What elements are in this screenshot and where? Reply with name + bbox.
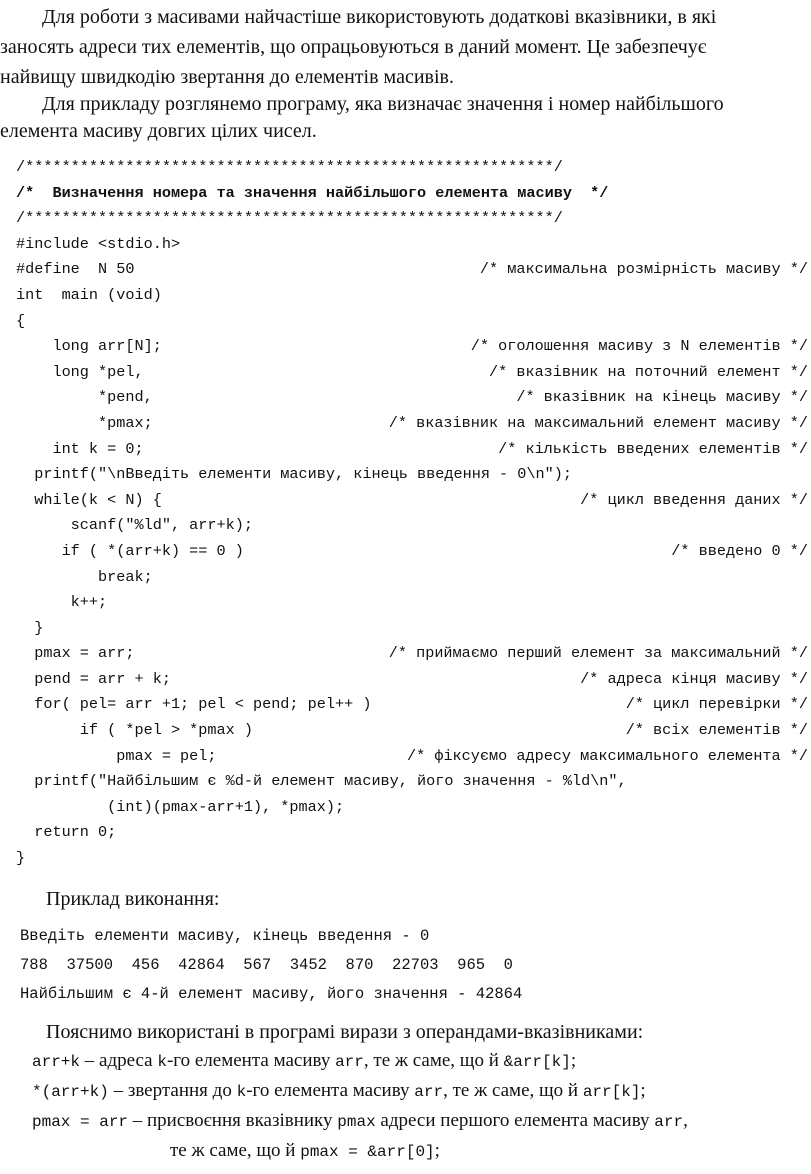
output-line-3: Найбільшим є 4-й елемент масиву, його значення - 42864	[20, 985, 523, 1003]
intro-paragraph-1-line-2: заносять адреси тих елементів, що опрацьовуються в даний момент. Це забезпечує	[0, 36, 707, 58]
expr-text: ,	[683, 1110, 688, 1131]
expr-code: *(arr+k)	[32, 1083, 109, 1101]
expr-text: – звертання до	[108, 1080, 237, 1101]
code-text: k++;	[16, 593, 108, 612]
expr-text: -го елемента масиву	[246, 1080, 415, 1101]
code-line	[16, 565, 808, 591]
code-comment: /* адреса кінця масиву */	[580, 669, 808, 688]
intro-paragraph-1-line-1	[0, 2, 808, 32]
code-text: if ( *pel > *pmax )	[16, 721, 253, 740]
code-text: *pmax;	[16, 413, 153, 432]
code-text: for( pel= arr +1; pel < pend; pel++ )	[16, 695, 372, 714]
code-line	[16, 206, 808, 232]
code-line	[16, 360, 808, 386]
expr-code: pmax = &arr[0]	[300, 1143, 435, 1161]
code-text: printf("\nВведіть елементи масиву, кінець введення - 0\n");	[16, 465, 572, 484]
code-line	[16, 513, 808, 539]
code-text: }	[16, 849, 26, 868]
code-comment: /* цикл введення даних */	[580, 490, 808, 509]
code-text: /* Визначення номера та значення найбільшого елемента масиву */	[16, 183, 609, 202]
code-comment: /* всіх елементів */	[625, 721, 808, 740]
code-line	[16, 257, 808, 283]
expr-code: arr	[335, 1053, 364, 1071]
code-comment: /* фіксуємо адресу максимального елемента */	[406, 746, 808, 765]
code-comment: /* вказівник на кінець масиву */	[516, 388, 808, 407]
expr-text: – присвоєння вказівнику	[128, 1110, 338, 1131]
code-text: (int)(pmax-arr+1), *pmax);	[16, 797, 345, 816]
code-line	[16, 155, 808, 181]
expr-text: , те ж саме, що й	[443, 1080, 583, 1101]
code-text: pend = arr + k;	[16, 669, 171, 688]
expr-code: k	[236, 1083, 247, 1101]
code-text: long arr[N];	[16, 337, 162, 356]
code-text: return 0;	[16, 823, 117, 842]
code-line	[16, 539, 808, 565]
code-comment: /* вказівник на поточний елемент */	[489, 362, 808, 381]
expr-text: те ж саме, що й	[170, 1140, 301, 1161]
code-text: int main (void)	[16, 285, 162, 304]
code-line	[16, 744, 808, 770]
code-line	[16, 488, 808, 514]
code-text: pmax = arr;	[16, 644, 135, 663]
code-line	[16, 769, 808, 795]
code-text: }	[16, 618, 44, 637]
expr-text: адреси першого елемента масиву	[375, 1110, 655, 1131]
code-line	[16, 616, 808, 642]
code-text: break;	[16, 567, 153, 586]
output-line-2: 788 37500 456 42864 567 3452 870 22703 965 0	[20, 956, 513, 974]
code-line	[16, 437, 808, 463]
expr-code: &arr[k]	[503, 1053, 571, 1071]
code-text: int k = 0;	[16, 439, 144, 458]
expr-text: – адреса	[80, 1050, 158, 1071]
code-line	[16, 795, 808, 821]
code-line	[16, 462, 808, 488]
code-comment: /* оголошення масиву з N елементів */	[470, 337, 808, 356]
code-comment: /* приймаємо перший елемент за максимальний */	[388, 644, 808, 663]
expr-text: ;	[570, 1050, 577, 1071]
expr-code: arr	[414, 1083, 444, 1101]
code-text: printf("Найбільшим є %d-й елемент масиву, його значення - %ld\n",	[16, 772, 627, 791]
code-text: if ( *(arr+k) == 0 )	[16, 541, 244, 560]
expr-code: k	[157, 1053, 167, 1071]
expr-text: -го елемента масиву	[166, 1050, 336, 1071]
intro-text: Для прикладу розглянемо програму, яка визначає значення і номер найбільшого	[42, 93, 724, 115]
expr-code: arr	[654, 1113, 684, 1131]
expr-code: arr+k	[32, 1053, 81, 1071]
code-text: while(k < N) {	[16, 490, 162, 509]
expr-text: ;	[640, 1080, 646, 1101]
code-text: /**********************************************************/	[16, 209, 563, 228]
code-text: scanf("%ld", arr+k);	[16, 516, 253, 535]
code-text: {	[16, 311, 26, 330]
code-line	[16, 846, 808, 872]
example-label: Приклад виконання:	[46, 888, 220, 910]
code-text: #define N 50	[16, 260, 135, 279]
code-comment: /* введено 0 */	[671, 541, 808, 560]
explanation-heading: Пояснимо використані в програмі вирази з операндами-вказівниками:	[46, 1021, 644, 1043]
code-line	[16, 718, 808, 744]
code-line	[16, 334, 808, 360]
code-text: *pend,	[16, 388, 153, 407]
expr-code: arr[k]	[582, 1083, 641, 1101]
intro-paragraph-2-line-2: елемента масиву довгих цілих чисел.	[0, 120, 317, 142]
code-line	[16, 181, 808, 207]
intro-paragraph-1-line-3: найвищу швидкодію звертання до елементів масивів.	[0, 66, 454, 88]
code-line	[16, 309, 808, 335]
code-listing	[16, 155, 808, 872]
explanation-line-3	[32, 1106, 808, 1137]
code-text: long *pel,	[16, 362, 144, 381]
code-line	[16, 232, 808, 258]
explanation-line-4	[170, 1136, 440, 1167]
code-comment: /* цикл перевірки */	[625, 695, 808, 714]
explanation-line-2	[32, 1076, 808, 1107]
intro-text: Для роботи з масивами найчастіше використовують додаткові вказівники, в які	[42, 6, 717, 28]
explanation-line-1	[32, 1046, 808, 1077]
code-comment: /* кількість введених елементів */	[498, 439, 808, 458]
code-line	[16, 692, 808, 718]
code-line	[16, 411, 808, 437]
code-text: /**********************************************************/	[16, 158, 563, 176]
expr-text: ;	[434, 1140, 440, 1161]
code-comment: /* вказівник на максимальний елемент масиву */	[388, 413, 808, 432]
code-line	[16, 641, 808, 667]
output-line-1: Введіть елементи масиву, кінець введення - 0	[20, 927, 430, 945]
intro-paragraph-2-line-1	[0, 89, 808, 119]
code-line	[16, 590, 808, 616]
code-line	[16, 820, 808, 846]
code-line	[16, 283, 808, 309]
code-text: #include <stdio.h>	[16, 234, 181, 253]
code-comment: /* максимальна розмірність масиву */	[479, 260, 808, 279]
expr-code: pmax	[337, 1113, 376, 1131]
expr-code: pmax = arr	[32, 1113, 129, 1131]
expr-text: , те ж саме, що й	[363, 1050, 504, 1071]
code-text: pmax = pel;	[16, 746, 217, 765]
code-line	[16, 385, 808, 411]
code-line	[16, 667, 808, 693]
